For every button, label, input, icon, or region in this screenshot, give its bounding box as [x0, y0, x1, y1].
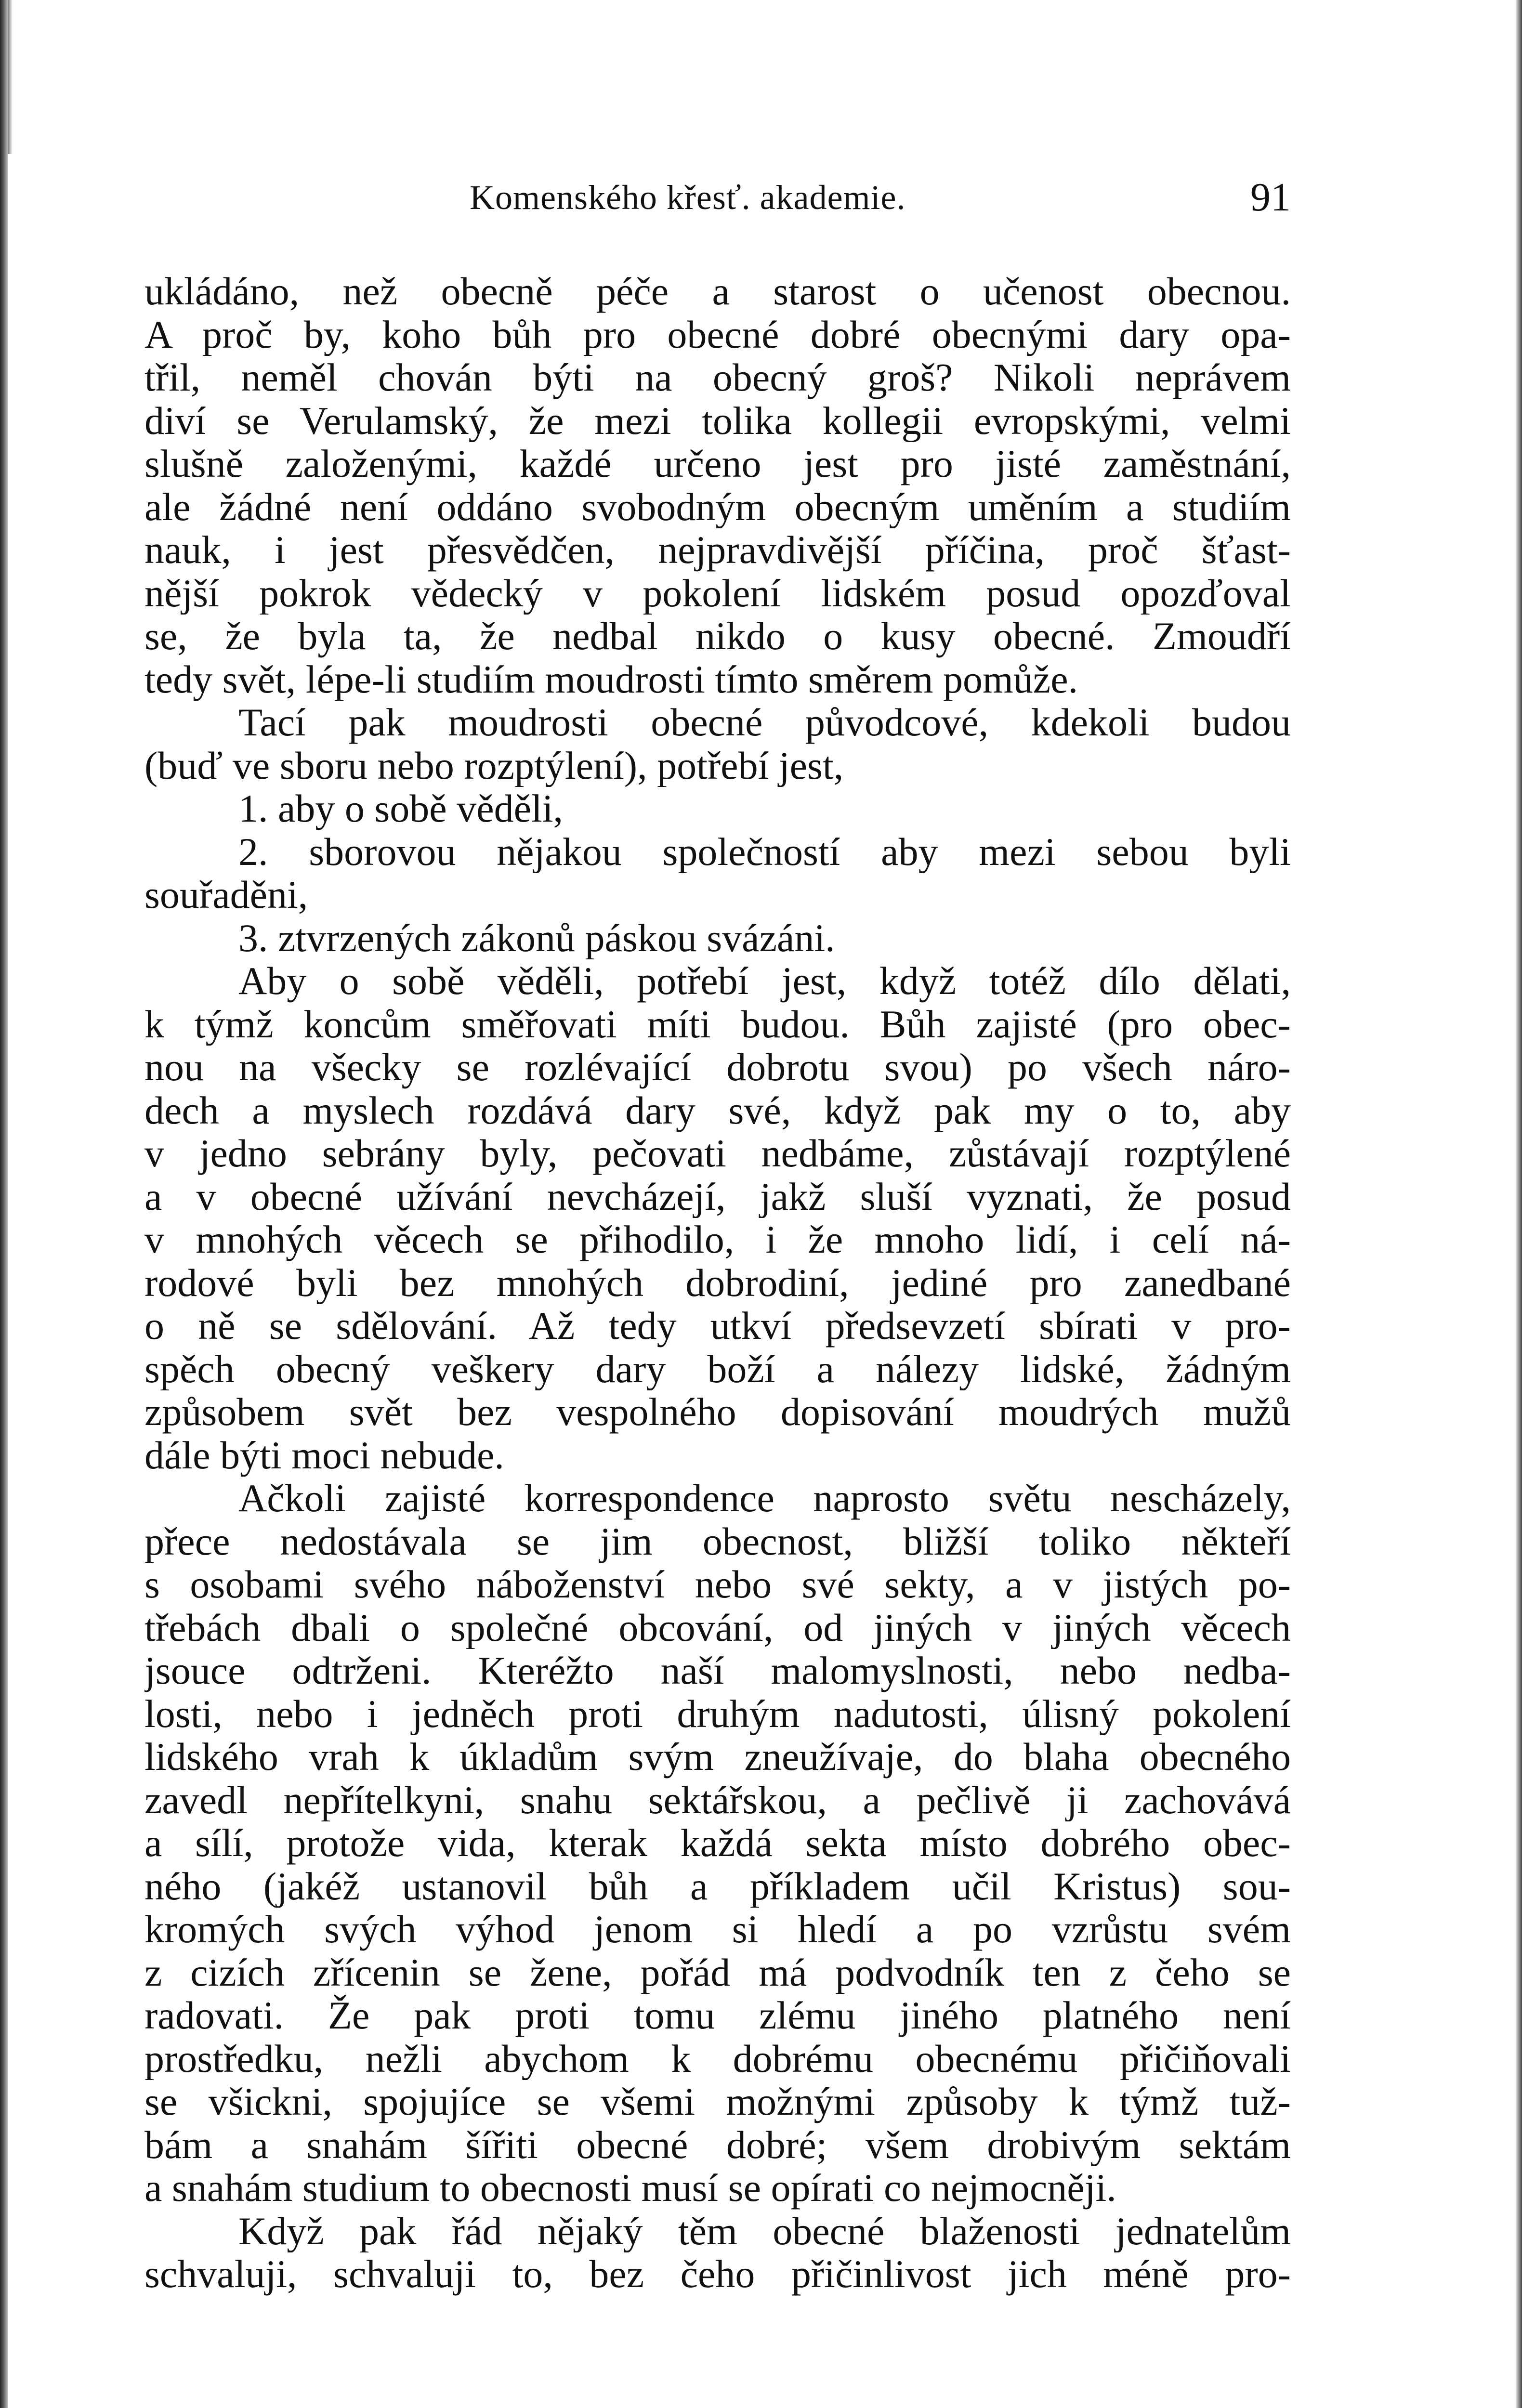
text-line: dále býti moci nebude.: [144, 1433, 504, 1477]
running-head: Komenského křesť. akademie.: [470, 178, 906, 217]
text-line: třebách dbali o společné obcování, od jiných v jiných věcech: [144, 1606, 1291, 1649]
scan-edge-right: [1515, 0, 1522, 2408]
text-line: třil, neměl chován býti na obecný groš? Nikoli neprávem: [144, 356, 1291, 399]
scan-edge-shadow: [8, 0, 13, 154]
text-line: v jedno sebrány byly, pečovati nedbáme, zůstávají rozptýlené: [144, 1132, 1291, 1175]
text-line: a snahám studium to obecnosti musí se opírati co nejmocněji.: [144, 2166, 1116, 2210]
text-line: tedy svět, lépe-li studiím moudrosti tímto směrem pomůže.: [144, 657, 1078, 701]
text-line: se všickni, spojujíce se všemi možnými způsoby k týmž tuž-: [144, 2080, 1291, 2123]
text-line: v mnohých věcech se přihodilo, i že mnoho lidí, i celí ná-: [144, 1218, 1291, 1261]
text-line: nější pokrok vědecký v pokolení lidském posud opozďoval: [144, 571, 1291, 615]
text-line: A proč by, koho bůh pro obecné dobré obecnými dary opa-: [144, 313, 1291, 356]
text-line: slušně založenými, každé určeno jest pro jisté zaměstnání,: [144, 442, 1291, 485]
text-line: Aby o sobě věděli, potřebí jest, když totéž dílo dělati,: [238, 959, 1291, 1003]
text-line: losti, nebo i jedněch proti druhým nadutosti, úlisný pokolení: [144, 1692, 1291, 1735]
text-line: o ně se sdělování. Až tedy utkví předsevzetí sbírati v pro-: [144, 1304, 1291, 1348]
list-item: 2. sborovou nějakou společností aby mezi sebou byli: [238, 830, 1291, 873]
text-line: z cizích zřícenin se žene, pořád má podvodník ten z čeho se: [144, 1950, 1291, 1994]
text-line: přece nedostávala se jim obecnost, bližší toliko někteří: [144, 1519, 1291, 1563]
text-line: (buď ve sboru nebo rozptýlení), potřebí jest,: [144, 744, 844, 787]
page-header: [144, 171, 1291, 224]
text-line: ného (jakéž ustanovil bůh a příkladem učil Kristus) sou-: [144, 1864, 1291, 1908]
text-line: Tací pak moudrosti obecné původcové, kdekoli budou: [238, 701, 1291, 744]
page-number: 91: [1250, 175, 1291, 220]
text-line: nou na všecky se rozlévající dobrotu svou) po všech náro-: [144, 1046, 1291, 1089]
text-line: ale žádné není oddáno svobodným obecným uměním a studiím: [144, 485, 1291, 528]
text-line: a sílí, protože vida, kterak každá sekta místo dobrého obec-: [144, 1821, 1291, 1865]
text-line: rodové byli bez mnohých dobrodiní, jediné pro zanedbané: [144, 1261, 1291, 1304]
text-line: se, že byla ta, že nedbal nikdo o kusy obecné. Zmoudří: [144, 615, 1291, 658]
list-item: 3. ztvrzených zákonů páskou svázáni.: [238, 916, 835, 959]
text-line: a v obecné užívání nevcházejí, jakž sluší vyznati, že posud: [144, 1175, 1291, 1218]
text-line: Ačkoli zajisté korrespondence naprosto světu nescházely,: [238, 1477, 1291, 1520]
text-line: s osobami svého náboženství nebo své sekty, a v jistých po-: [144, 1563, 1291, 1606]
text-line: Když pak řád nějaký těm obecné blaženosti jednatelům: [238, 2209, 1291, 2252]
scan-edge-left: [0, 0, 8, 2408]
text-line: schvaluji, schvaluji to, bez čeho přičinlivost jich méně pro-: [144, 2252, 1291, 2296]
text-line: zavedl nepřítelkyni, snahu sektářskou, a pečlivě ji zachovává: [144, 1778, 1291, 1821]
text-line: jsouce odtrženi. Kteréžto naší malomyslnosti, nebo nedba-: [144, 1649, 1291, 1692]
text-line: dech a myslech rozdává dary své, když pak my o to, aby: [144, 1088, 1291, 1132]
text-line: spěch obecný veškery dary boží a nálezy lidské, žádným: [144, 1347, 1291, 1390]
text-line: bám a snahám šířiti obecné dobré; všem drobivým sektám: [144, 2123, 1291, 2166]
text-line: k týmž koncům směřovati míti budou. Bůh zajisté (pro obec-: [144, 1002, 1291, 1046]
text-line: prostředku, nežli abychom k dobrému obecnému přičiňovali: [144, 2037, 1291, 2080]
text-line: ukládáno, než obecně péče a starost o učenost obecnou.: [144, 270, 1291, 313]
text-line: nauk, i jest přesvědčen, nejpravdivější příčina, proč šťast-: [144, 528, 1291, 572]
list-item: 1. aby o sobě věděli,: [238, 787, 564, 830]
text-line: diví se Verulamský, že mezi tolika kollegii evropskými, velmi: [144, 399, 1291, 442]
body-text: [144, 270, 1291, 2296]
text-line: způsobem svět bez vespolného dopisování moudrých mužů: [144, 1390, 1291, 1434]
text-line: kromých svých výhod jenom si hledí a po vzrůstu svém: [144, 1908, 1291, 1951]
text-line: souřaděni,: [144, 873, 308, 916]
text-line: radovati. Že pak proti tomu zlému jiného platného není: [144, 1994, 1291, 2037]
text-line: lidského vrah k úkladům svým zneužívaje, do blaha obecného: [144, 1735, 1291, 1779]
